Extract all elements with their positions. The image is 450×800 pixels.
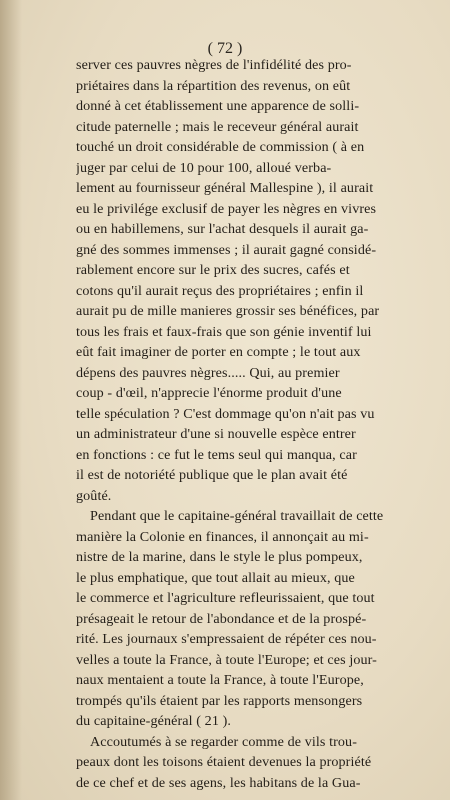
text-line: donné à cet établissement une apparence de solli- <box>76 98 360 114</box>
text-line: ou en habillemens, sur l'achat desquels il aurait ga- <box>76 221 369 237</box>
text-line: goûté. <box>76 487 112 504</box>
text-line: aurait pu de mille manieres grossir ses bénéfices, par <box>76 303 380 319</box>
text-line: en fonctions : ce fut le tems seul qui manqua, car <box>76 446 357 463</box>
text-line: priétaires dans la répartition des revenus, on eût <box>76 77 351 94</box>
page-gutter-shadow <box>0 0 22 800</box>
text-line: server ces pauvres nègres de l'infidélité des pro- <box>76 57 352 73</box>
text-line: le commerce et l'agriculture refleurissaient, que tout <box>76 590 375 606</box>
text-line: du capitaine-général ( 21 ). <box>76 713 232 729</box>
text-line: touché un droit considérable de commission ( à en <box>76 139 365 155</box>
text-line: citude paternelle ; mais le receveur général aurait <box>76 118 359 135</box>
text-line: coup - d'œil, n'apprecie l'énorme produit d'une <box>76 385 342 401</box>
text-line: eu le privilége exclusif de payer les nègres en vivres <box>76 200 377 217</box>
text-line: Accoutumés à se regarder comme de vils trou- <box>90 733 357 750</box>
text-line: trompés qu'ils étaient par les rapports mensongers <box>76 692 363 709</box>
text-line: cotons qu'il aurait reçus des propriétaires ; enfin il <box>76 282 364 299</box>
text-line: le plus emphatique, que tout allait au mieux, que <box>76 569 355 586</box>
text-line: nistre de la marine, dans le style le plus pompeux, <box>76 549 363 565</box>
text-line: juger par celui de 10 pour 100, alloué verba- <box>76 159 332 176</box>
page-number: ( 72 ) <box>207 40 243 57</box>
text-line: peaux dont les toisons étaient devenues la propriété <box>76 754 372 770</box>
text-line: présageait le retour de l'abondance et de la prospé- <box>76 610 367 627</box>
text-line: rablement encore sur le prix des sucres, cafés et <box>76 262 350 278</box>
text-line: velles a toute la France, à toute l'Europe; et ces jour- <box>76 651 377 668</box>
text-line: un administrateur d'une si nouvelle espèce entrer <box>76 426 356 442</box>
body-text <box>76 55 442 793</box>
text-line: de ce chef et de ses agens, les habitans de la Gua- <box>76 774 361 791</box>
text-line: manière la Colonie en finances, il annonçait au mi- <box>76 528 369 545</box>
text-line: gné des sommes immenses ; il aurait gagné considé- <box>76 241 377 258</box>
text-line: eût fait imaginer de porter en compte ; le tout aux <box>76 344 361 360</box>
text-line: Pendant que le capitaine-général travaillait de cette <box>90 508 384 524</box>
text-line: il est de notoriété publique que le plan avait été <box>76 467 348 483</box>
text-line: telle spéculation ? C'est dommage qu'on n'ait pas vu <box>76 405 375 422</box>
text-line: tous les frais et faux-frais que son génie inventif lui <box>76 323 372 340</box>
text-line: rité. Les journaux s'empressaient de répéter ces nou- <box>76 631 377 647</box>
text-line: dépens des pauvres nègres..... Qui, au premier <box>76 364 340 381</box>
text-line: naux mentaient a toute la France, à toute l'Europe, <box>76 672 364 688</box>
text-line: lement au fournisseur général Mallespine ), il aurait <box>76 180 374 196</box>
